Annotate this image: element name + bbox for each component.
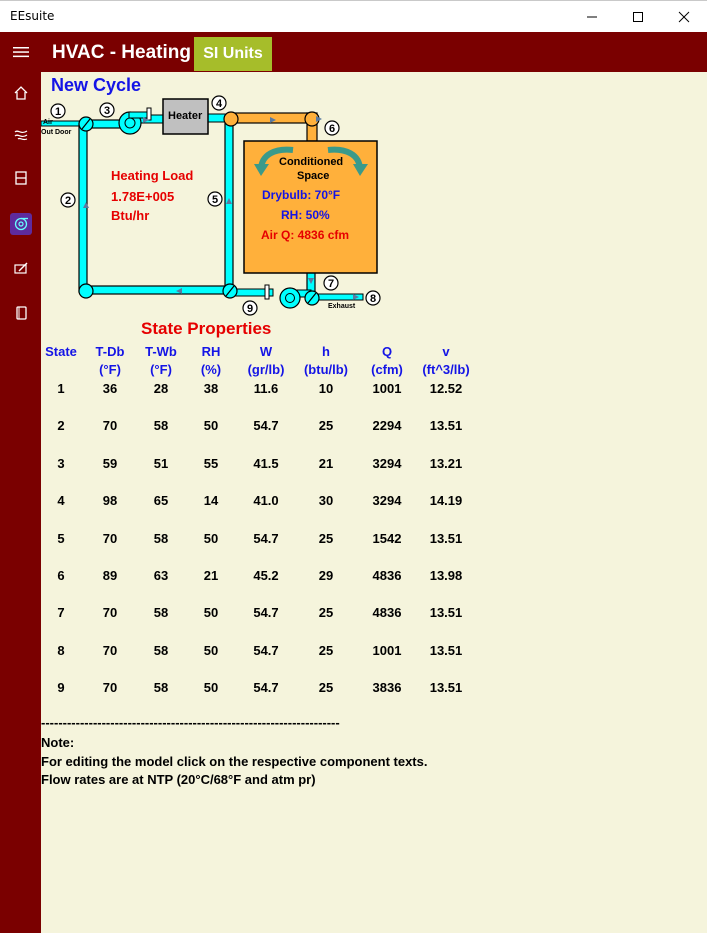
state-number-9: 9 <box>246 303 254 315</box>
conditioned-space-label-line2[interactable]: Space <box>297 170 330 182</box>
state-number-1: 1 <box>54 106 62 118</box>
table-cell: 89 <box>102 568 118 583</box>
state-properties-title: State Properties <box>141 319 272 338</box>
table-cell: 30 <box>318 493 334 509</box>
state-number-2: 2 <box>64 195 72 207</box>
minimize-icon <box>586 11 598 23</box>
air-outdoor-label[interactable]: Air <box>43 119 53 126</box>
table-cell: 98 <box>102 493 118 509</box>
table-cell: 14 <box>203 493 219 509</box>
maximize-icon <box>632 11 644 23</box>
table-cell: 14.19 <box>429 493 463 509</box>
note-line-2: Flow rates are at NTP (20°C/68°F and atm pr) <box>41 772 316 787</box>
sidebar-item-home[interactable] <box>0 73 41 113</box>
header-q: Q (cfm) <box>371 344 403 377</box>
drybulb-label[interactable]: Drybulb: 70°F <box>262 188 341 202</box>
main-content <box>41 72 707 933</box>
table-cell: 25 <box>318 642 334 658</box>
state-number-4: 4 <box>215 98 223 110</box>
table-cell: 25 <box>318 418 334 434</box>
table-cell: 54.7 <box>253 680 279 696</box>
table-cell: 11.6 <box>253 381 279 396</box>
table-cell: 70 <box>102 680 118 696</box>
table-cell: 63 <box>153 568 169 583</box>
conditioned-space-label[interactable]: Conditioned <box>279 156 344 168</box>
notebook-icon <box>13 305 29 321</box>
table-cell: 41.0 <box>253 493 279 509</box>
exhaust-label: Exhaust <box>328 303 356 310</box>
hamburger-menu-button[interactable] <box>0 32 41 72</box>
window-title: EEsuite <box>10 9 55 23</box>
edit-icon <box>13 260 29 276</box>
table-cell: 70 <box>102 530 118 546</box>
table-cell: 65 <box>153 493 169 509</box>
table-cell: 50 <box>203 418 219 434</box>
table-cell: 1 <box>57 381 65 396</box>
table-cell: 13.51 <box>429 642 463 658</box>
table-cell: 54.7 <box>253 418 279 434</box>
table-cell: 25 <box>318 605 334 621</box>
table-cell: 55 <box>203 455 219 471</box>
minimize-button[interactable] <box>569 1 615 33</box>
table-cell: 54.7 <box>253 605 279 621</box>
table-cell: 70 <box>102 418 118 434</box>
table-cell: 13.51 <box>429 605 463 621</box>
si-units-button[interactable]: SI Units <box>194 37 272 71</box>
table-cell: 1001 <box>372 642 402 658</box>
table-cell: 3836 <box>372 680 402 696</box>
table-cell: 58 <box>153 418 169 434</box>
table-cell: 21 <box>203 568 219 583</box>
heating-load-unit: Btu/hr <box>111 208 150 223</box>
table-cell: 2 <box>57 418 65 434</box>
table-cell: 70 <box>102 605 118 621</box>
table-cell: 13.98 <box>429 568 463 583</box>
header-v: v (ft^3/lb) <box>422 344 470 377</box>
table-cell: 54.7 <box>253 530 279 546</box>
table-cell: 3294 <box>372 455 402 471</box>
state-number-5: 5 <box>211 194 219 206</box>
header-state: State <box>45 344 77 359</box>
table-cell: 58 <box>153 605 169 621</box>
table-cell: 38 <box>203 381 219 396</box>
table-cell: 41.5 <box>253 455 279 471</box>
table-cell: 4836 <box>372 605 402 621</box>
storage-icon <box>13 170 29 186</box>
table-cell: 1001 <box>372 381 402 396</box>
table-cell: 51 <box>153 455 169 471</box>
header-h: h (btu/lb) <box>303 344 349 377</box>
close-icon <box>678 11 690 23</box>
sidebar <box>0 32 41 933</box>
sidebar-item-edit[interactable] <box>0 248 41 288</box>
home-icon <box>13 85 29 101</box>
header-w: W (gr/lb) <box>247 344 285 377</box>
table-cell: 36 <box>102 381 118 396</box>
heating-load-value: 1.78E+005 <box>111 189 175 204</box>
state-number-8: 8 <box>369 293 377 305</box>
table-cell: 45.2 <box>253 568 279 583</box>
table-cell: 4836 <box>372 568 402 583</box>
table-cell: 58 <box>153 530 169 546</box>
table-cell: 1542 <box>372 530 402 546</box>
maximize-button[interactable] <box>615 1 661 33</box>
table-cell: 54.7 <box>253 642 279 658</box>
table-cell: 13.51 <box>429 680 463 696</box>
state-number-7: 7 <box>327 278 335 290</box>
separator-line: --------------------------------------------------------------------- <box>41 715 340 730</box>
close-button[interactable] <box>661 1 707 33</box>
table-cell: 50 <box>203 680 219 696</box>
header-tdb: T-Db (°F) <box>95 344 125 377</box>
rh-label[interactable]: RH: 50% <box>281 208 330 222</box>
table-cell: 13.51 <box>429 530 463 546</box>
note-title: Note: <box>41 735 75 750</box>
table-cell: 21 <box>318 455 334 471</box>
header-rh: RH (%) <box>200 344 222 377</box>
air-flow-icon <box>13 127 29 143</box>
heater-label[interactable]: Heater <box>168 110 203 122</box>
table-cell: 3294 <box>372 493 402 509</box>
header-twb: T-Wb (°F) <box>145 344 177 377</box>
table-cell: 3 <box>57 455 65 471</box>
app-header <box>41 32 707 72</box>
state-number-3: 3 <box>103 105 111 117</box>
table-cell: 8 <box>57 642 65 658</box>
table-cell: 50 <box>203 642 219 658</box>
table-cell: 7 <box>57 605 65 621</box>
sidebar-item-psychrometrics[interactable] <box>0 115 41 155</box>
table-cell: 50 <box>203 605 219 621</box>
table-cell: 10 <box>318 381 334 396</box>
table-cell: 29 <box>318 568 334 583</box>
table-cell: 9 <box>57 680 65 696</box>
table-cell: 13.21 <box>429 455 463 471</box>
window-titlebar <box>0 0 707 32</box>
note-line-1: For editing the model click on the respective component texts. <box>41 754 428 769</box>
table-cell: 2294 <box>372 418 402 434</box>
table-cell: 50 <box>203 530 219 546</box>
table-cell: 59 <box>102 455 118 471</box>
fan-icon <box>13 216 29 232</box>
sidebar-item-hvac[interactable] <box>0 204 41 244</box>
table-cell: 4 <box>57 493 65 509</box>
air-outdoor-label-line2[interactable]: Out Door <box>41 129 72 136</box>
table-cell: 5 <box>57 530 65 546</box>
table-cell: 58 <box>153 680 169 696</box>
table-cell: 70 <box>102 642 118 658</box>
table-cell: 28 <box>153 381 169 396</box>
air-q-label[interactable]: Air Q: 4836 cfm <box>261 228 350 242</box>
table-cell: 13.51 <box>429 418 463 434</box>
table-cell: 25 <box>318 530 334 546</box>
page-title: HVAC - Heating <box>52 42 191 63</box>
state-number-6: 6 <box>328 123 336 135</box>
table-cell: 25 <box>318 680 334 696</box>
heating-load-title[interactable]: Heating Load <box>111 168 194 183</box>
hamburger-icon <box>13 46 29 58</box>
table-cell: 58 <box>153 642 169 658</box>
table-cell: 12.52 <box>429 381 463 396</box>
sidebar-item-storage[interactable] <box>0 158 41 198</box>
sidebar-item-notebook[interactable] <box>0 293 41 333</box>
table-cell: 6 <box>57 568 65 583</box>
cycle-title: New Cycle <box>51 75 142 95</box>
